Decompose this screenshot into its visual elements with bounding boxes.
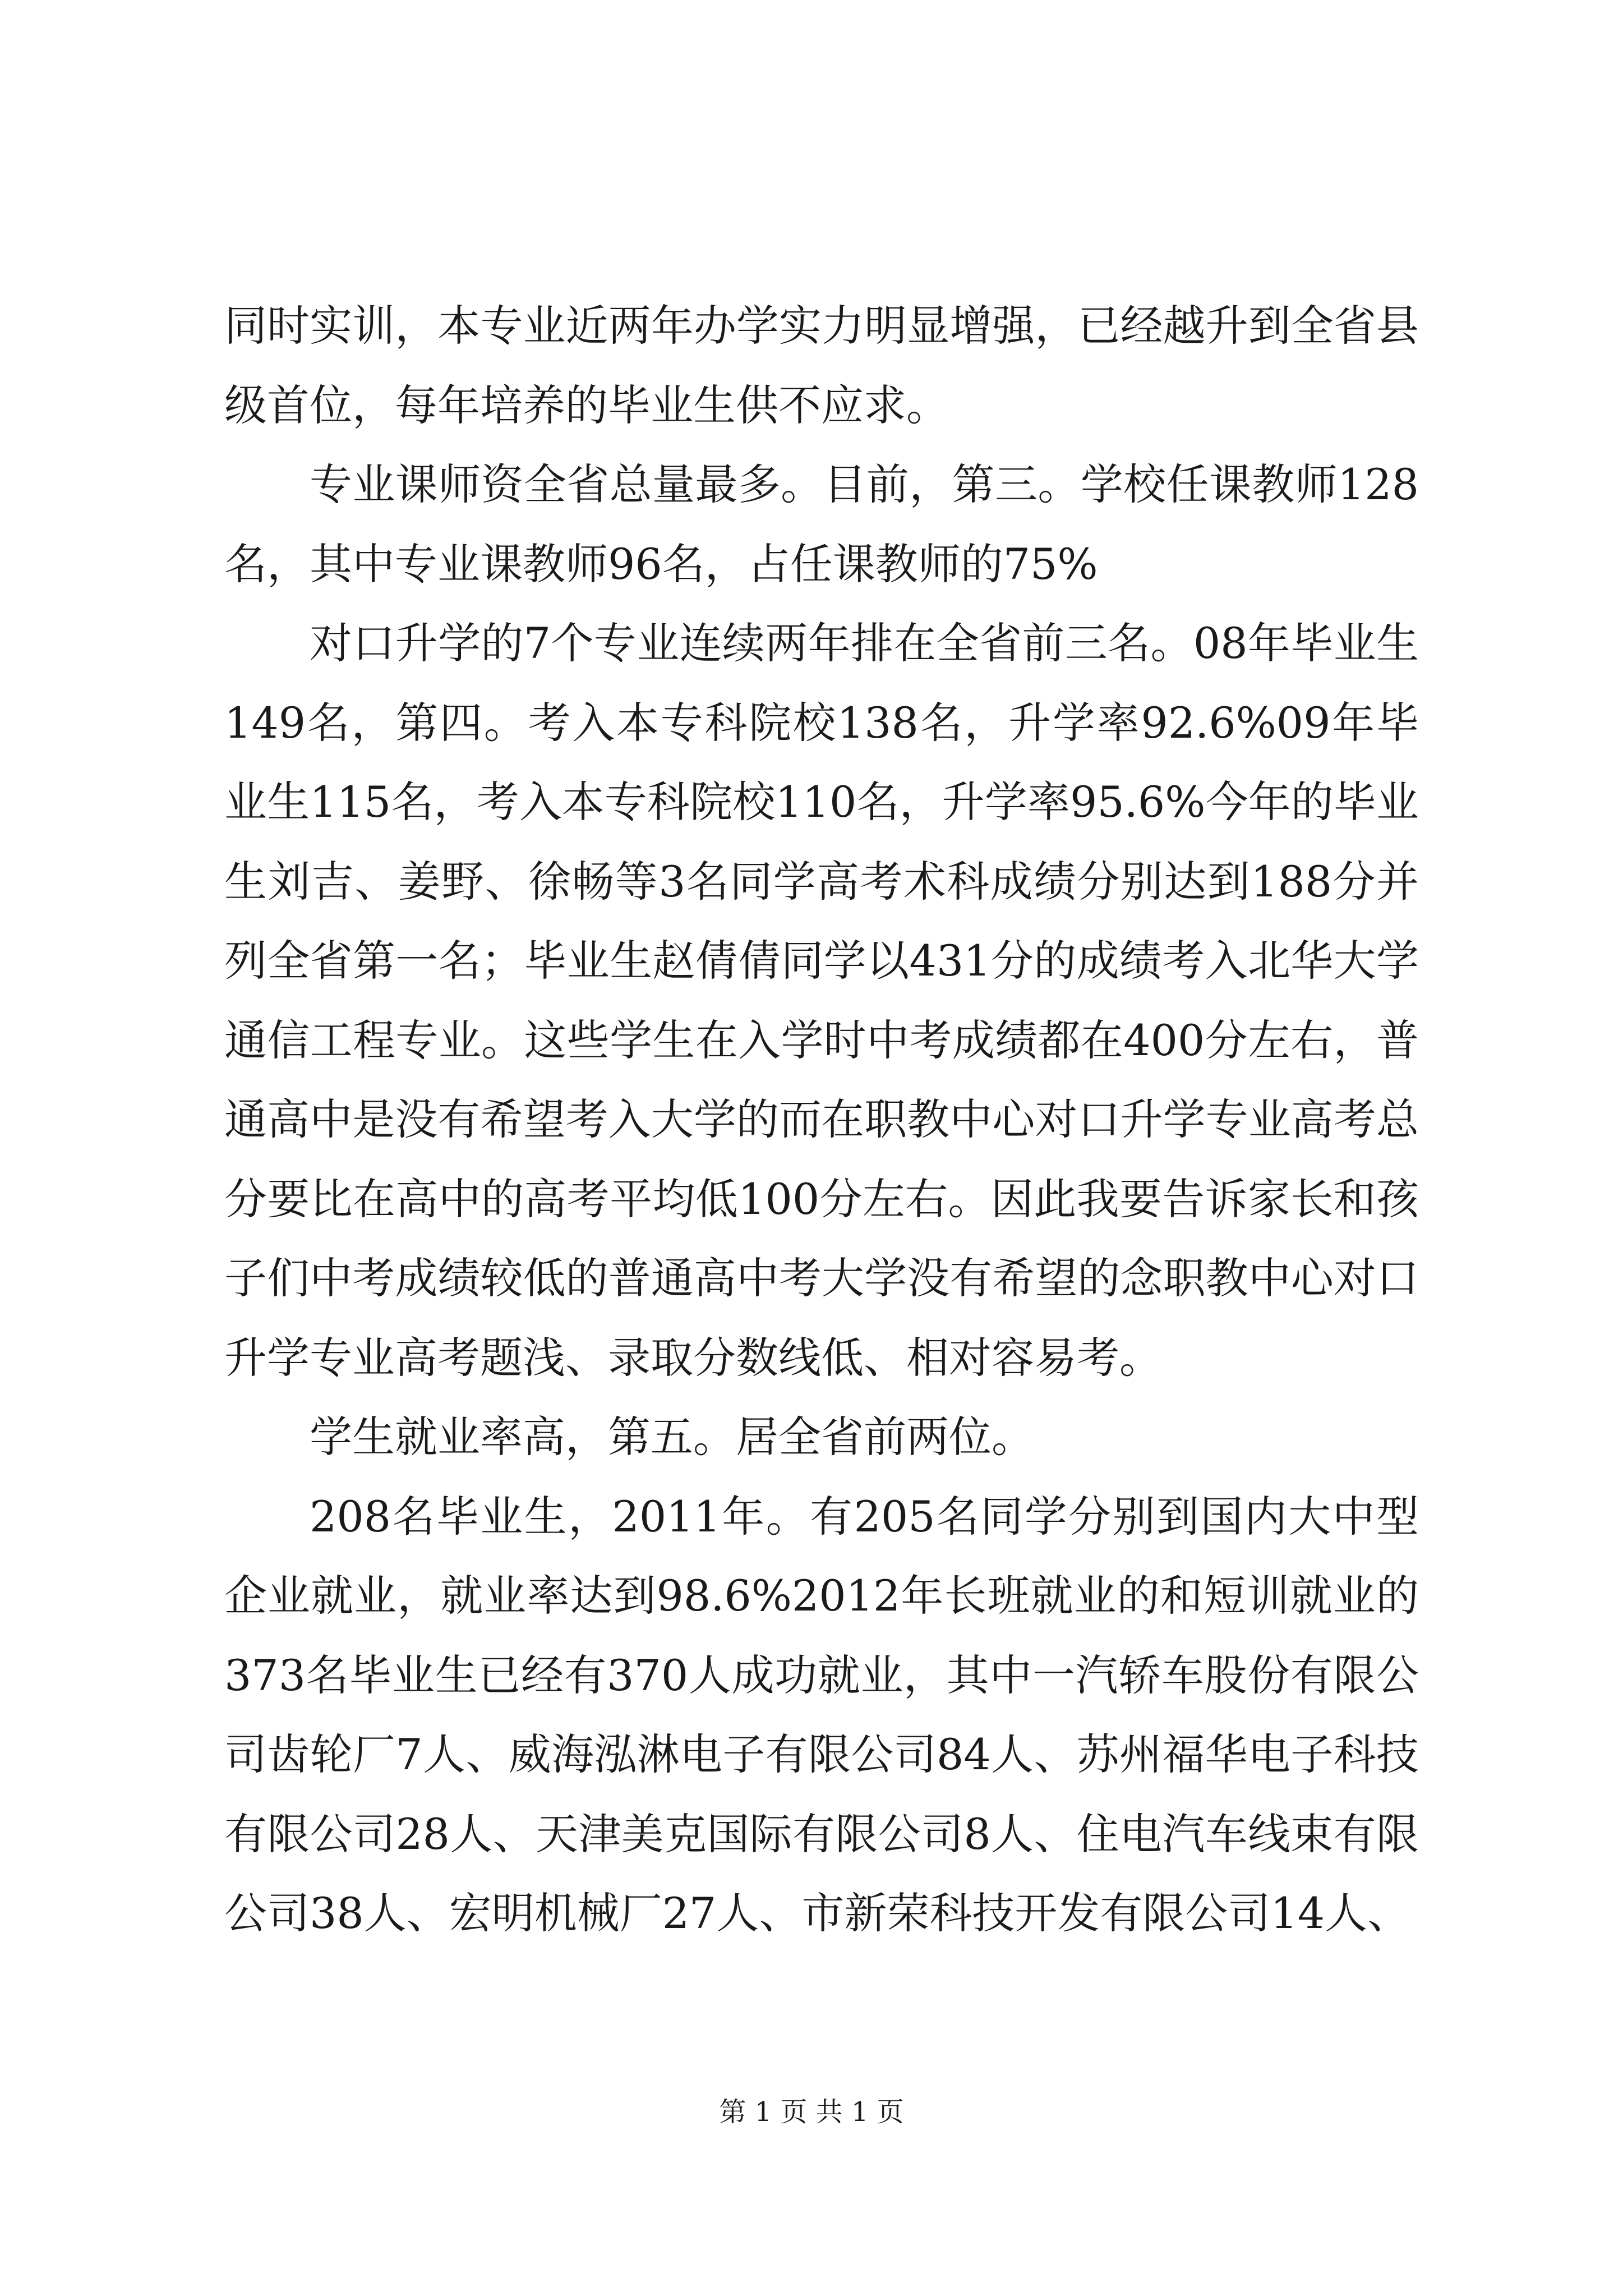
paragraph-4: 学生就业率高，第五。居全省前两位。 [310, 1412, 1034, 1462]
paragraph-3: 对口升学的7个专业连续两年排在全省前三名。08年毕业生149名，第四。考入本专科院校138名，升学率92.6%09年毕业生115名，考入本专科院校110名，升学率95.6%今年的毕业生刘吉、姜野、徐畅等3名同学高考术科成绩分别达到188分并列全省第一名；毕业生赵倩倩同学以431分的成绩考入北华大学通信工程专业。这些学生在入学时中考成绩都在400分左右，普通高中是没有希望考入大学的而在职教中心对口升学专业高考总分要比在高中的高考平均低100分左右。因此我要告诉家长和孩子们中考成绩较低的普通高中考大学没有希望的念职教中心对口升学专业高考题浅、录取分数线低、相对容易考。 [224, 618, 1419, 1383]
document-body [224, 286, 1419, 1953]
paragraph-5: 208名毕业生，2011年。有205名同学分别到国内大中型企业就业，就业率达到98.6%2012年长班就业的和短训就业的373名毕业生已经有370人成功就业，其中一汽轿车股份有限公司齿轮厂7人、威海泓淋电子有限公司84人、苏州福华电子科技有限公司28人、天津美克国际有限公司8人、住电汽车线束有限公司38人、宏明机械厂27人、市新荣科技开发有限公司14人、 [224, 1491, 1419, 1938]
page-footer: 第 1 页 共 1 页 [719, 2096, 904, 2128]
paragraph-2: 专业课师资全省总量最多。目前，第三。学校任课教师128名，其中专业课教师96名，占任课教师的75% [224, 459, 1419, 589]
paragraph-1: 同时实训，本专业近两年办学实力明显增强，已经越升到全省县级首位，每年培养的毕业生供不应求。 [224, 301, 1419, 430]
